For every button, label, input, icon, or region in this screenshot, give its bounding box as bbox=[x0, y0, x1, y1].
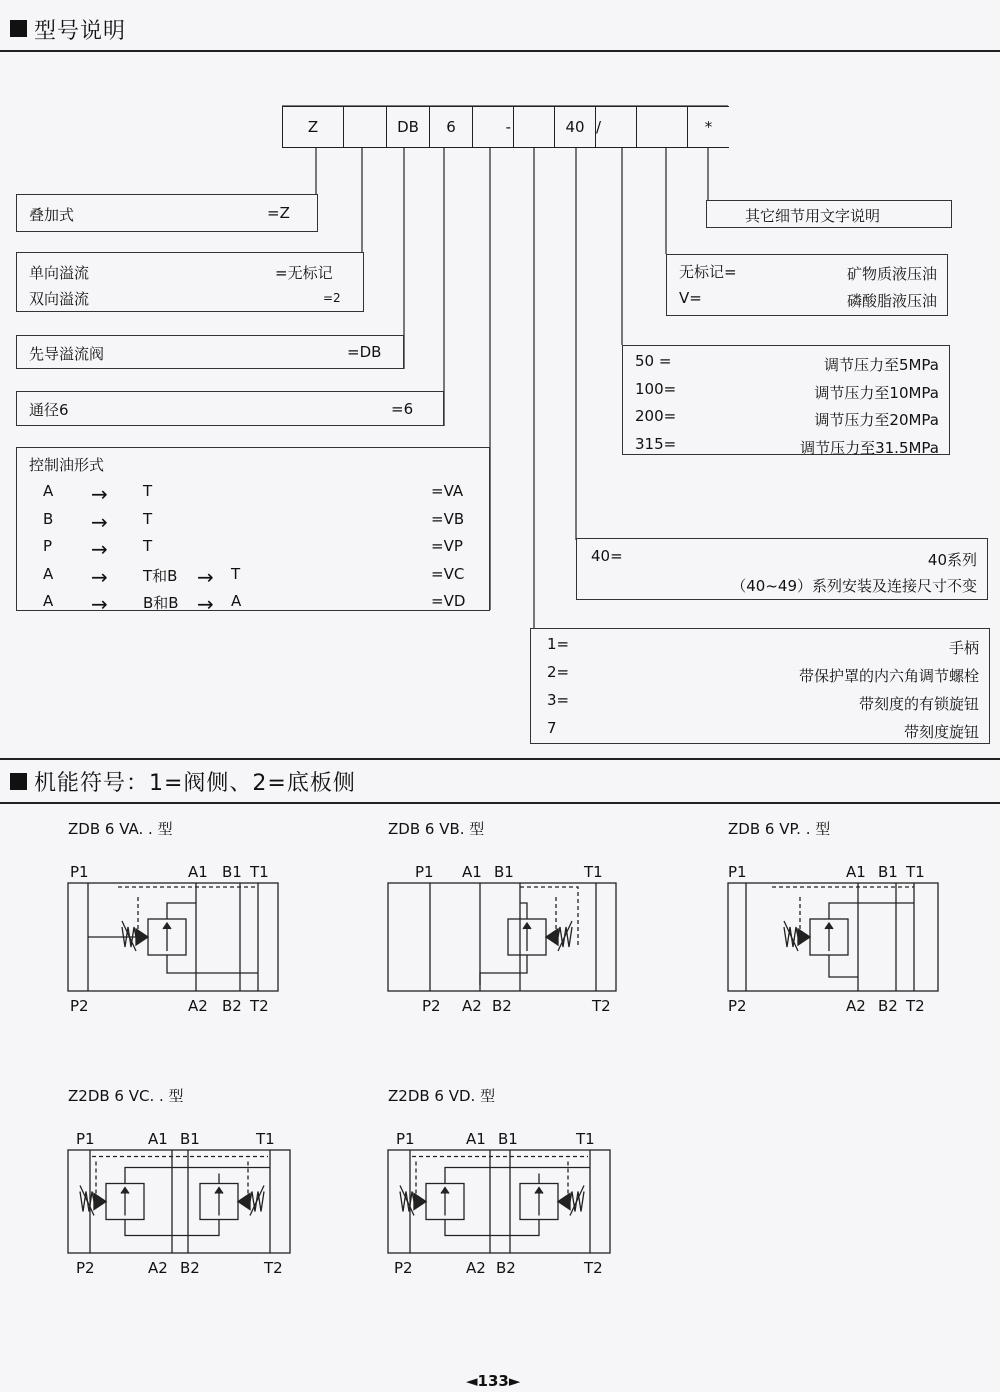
port-label-top: B1 bbox=[498, 1130, 518, 1148]
oil-code: =VA bbox=[431, 482, 464, 500]
port-label-bottom: T2 bbox=[250, 997, 269, 1015]
code-cell-series bbox=[282, 106, 344, 148]
adjust-key: 1= bbox=[547, 635, 570, 653]
adjust-key: 3= bbox=[547, 691, 570, 709]
code-dash: - bbox=[505, 118, 511, 136]
code-cell-type bbox=[386, 106, 430, 148]
port-label-top: T1 bbox=[250, 863, 269, 881]
port-label-bottom: A2 bbox=[188, 997, 208, 1015]
adjust-key: 7 bbox=[547, 719, 557, 737]
code-cell-blank-1 bbox=[343, 106, 387, 148]
arrow-icon: → bbox=[91, 564, 108, 589]
option-box-fluid bbox=[666, 254, 948, 316]
port-label-top: B1 bbox=[222, 863, 242, 881]
option-box-other-details bbox=[706, 200, 952, 228]
port-label-bottom: A2 bbox=[846, 997, 866, 1015]
pressure-key: 315= bbox=[635, 434, 677, 453]
oil-to: T bbox=[143, 482, 153, 500]
port-label-bottom: A2 bbox=[462, 997, 482, 1015]
option-label-single: 单向溢流 bbox=[29, 264, 90, 282]
oil-code: =VP bbox=[431, 537, 463, 555]
port-label-top: T1 bbox=[906, 863, 925, 881]
adjust-value: 手柄 bbox=[948, 639, 979, 657]
diagram-title: ZDB 6 VP. . 型 bbox=[728, 820, 831, 838]
adjust-value: 带刻度的有锁旋钮 bbox=[858, 695, 979, 713]
code-cell-series-no bbox=[554, 106, 596, 148]
option-box-control-oil bbox=[16, 447, 490, 616]
option-box-stacking bbox=[16, 194, 318, 232]
pressure-key: 200= bbox=[635, 407, 677, 425]
diagram-title: ZDB 6 VB. 型 bbox=[388, 820, 485, 838]
option-box-adjustment bbox=[530, 628, 990, 744]
port-label-top: B1 bbox=[878, 863, 898, 881]
port-label-bottom: A2 bbox=[148, 1259, 168, 1277]
port-label-bottom: A2 bbox=[466, 1259, 486, 1277]
fluid-value-1: 矿物质液压油 bbox=[846, 265, 937, 283]
code-asterisk: * bbox=[704, 118, 713, 136]
oil-from: A bbox=[43, 482, 54, 500]
arrow-icon: → bbox=[91, 592, 108, 616]
option-box-relief-direction bbox=[16, 252, 364, 312]
oil-to2: A bbox=[231, 592, 242, 610]
oil-to: T和B bbox=[143, 566, 178, 585]
option-value: =Z bbox=[267, 204, 290, 222]
option-box-series bbox=[576, 538, 988, 600]
port-label-top: A1 bbox=[466, 1130, 486, 1148]
port-label-top: P1 bbox=[415, 863, 434, 881]
option-value-double: =2 bbox=[323, 291, 341, 305]
port-label-top: A1 bbox=[462, 863, 482, 881]
section-title: 型号说明 bbox=[34, 19, 127, 44]
arrow-icon: → bbox=[91, 509, 108, 534]
port-label-bottom: T2 bbox=[584, 1259, 603, 1277]
diagram-title: Z2DB 6 VC. . 型 bbox=[68, 1087, 184, 1105]
port-label-bottom: B2 bbox=[492, 997, 512, 1015]
port-label-top: A1 bbox=[188, 863, 208, 881]
oil-from: P bbox=[43, 537, 53, 555]
fluid-value-2: 磷酸脂液压油 bbox=[846, 292, 937, 310]
port-label-top: P1 bbox=[70, 863, 89, 881]
series-value-1: 40系列 bbox=[927, 551, 977, 569]
port-label-bottom: B2 bbox=[222, 997, 242, 1015]
code-cell-blank-2 bbox=[513, 106, 555, 148]
pressure-key: 100= bbox=[635, 379, 677, 398]
oil-from: A bbox=[43, 592, 54, 610]
port-label-top: T1 bbox=[576, 1130, 595, 1148]
code-cell-blank-4 bbox=[687, 106, 729, 148]
oil-to: B和B bbox=[143, 594, 179, 612]
port-label-bottom: B2 bbox=[496, 1259, 516, 1277]
option-value: =6 bbox=[391, 400, 414, 418]
option-label-double: 双向溢流 bbox=[29, 290, 90, 308]
oil-to2: T bbox=[231, 564, 241, 583]
port-label-bottom: T2 bbox=[906, 997, 925, 1015]
port-label-top: P1 bbox=[396, 1130, 415, 1148]
port-label-top: T1 bbox=[584, 863, 603, 881]
port-label-top: A1 bbox=[148, 1130, 168, 1148]
fluid-key-1: 无标记= bbox=[679, 263, 737, 281]
option-box-pressure bbox=[622, 345, 950, 455]
pressure-value: 调节压力至20MPa bbox=[814, 411, 939, 429]
section-title: 机能符号：1=阀侧、2=底板侧 bbox=[34, 771, 356, 796]
option-label: 先导溢流阀 bbox=[29, 345, 105, 363]
option-value-single: =无标记 bbox=[275, 264, 333, 282]
pressure-value: 调节压力至5MPa bbox=[823, 356, 939, 374]
option-box-nominal-size bbox=[16, 391, 444, 426]
diagram-title: Z2DB 6 VD. 型 bbox=[388, 1087, 496, 1105]
port-label-bottom: P2 bbox=[728, 997, 747, 1015]
port-label-bottom: P2 bbox=[70, 997, 89, 1015]
option-label: 通径6 bbox=[29, 401, 69, 419]
other-details-text: 其它细节用文字说明 bbox=[745, 207, 881, 225]
port-label-top: P1 bbox=[728, 863, 747, 881]
arrow-icon: → bbox=[197, 564, 214, 589]
option-value: =DB bbox=[347, 343, 382, 361]
arrow-icon: → bbox=[197, 592, 214, 616]
oil-code: =VD bbox=[431, 592, 466, 610]
port-label-bottom: P2 bbox=[422, 997, 441, 1015]
arrow-icon: → bbox=[91, 537, 108, 561]
port-label-bottom: T2 bbox=[264, 1259, 283, 1277]
section-bullet-icon bbox=[10, 773, 27, 790]
arrow-icon: → bbox=[91, 482, 108, 506]
option-box-pilot-relief bbox=[16, 335, 404, 369]
port-label-top: B1 bbox=[180, 1130, 200, 1148]
option-label: 叠加式 bbox=[29, 206, 75, 224]
port-label-top: A1 bbox=[846, 863, 866, 881]
port-label-bottom: B2 bbox=[878, 997, 898, 1015]
oil-code: =VC bbox=[431, 564, 465, 583]
port-label-bottom: T2 bbox=[592, 997, 611, 1015]
oil-from: A bbox=[43, 564, 54, 583]
series-key: 40= bbox=[591, 547, 623, 565]
port-label-bottom: P2 bbox=[76, 1259, 95, 1277]
port-label-top: B1 bbox=[494, 863, 514, 881]
section-header-symbols bbox=[0, 758, 1000, 804]
code-db: DB bbox=[397, 118, 419, 136]
pressure-key: 50 = bbox=[635, 352, 672, 370]
pressure-value: 调节压力至10MPa bbox=[814, 383, 939, 402]
control-oil-title: 控制油形式 bbox=[29, 456, 105, 474]
code-cell-size bbox=[429, 106, 473, 148]
code-cell-blank-3 bbox=[636, 106, 688, 148]
code-6: 6 bbox=[446, 118, 456, 136]
fluid-key-2: V= bbox=[679, 289, 702, 307]
port-label-top: T1 bbox=[256, 1130, 275, 1148]
port-label-top: P1 bbox=[76, 1130, 95, 1148]
diagram-title: ZDB 6 VA. . 型 bbox=[68, 820, 173, 838]
pressure-value: 调节压力至31.5MPa bbox=[800, 438, 939, 457]
adjust-value: 带保护罩的内六角调节螺栓 bbox=[798, 667, 979, 685]
adjust-value: 带刻度旋钮 bbox=[903, 723, 979, 741]
code-z: Z bbox=[307, 118, 319, 136]
adjust-key: 2= bbox=[547, 663, 570, 681]
page-number: ◄133► bbox=[466, 1372, 521, 1390]
code-40: 40 bbox=[565, 118, 585, 136]
port-label-bottom: P2 bbox=[394, 1259, 413, 1277]
code-cell-slash bbox=[595, 106, 637, 148]
oil-to: T bbox=[143, 509, 153, 528]
code-slash: / bbox=[596, 118, 602, 136]
oil-to: T bbox=[143, 537, 153, 555]
code-cell-dash bbox=[472, 106, 514, 148]
series-value-2: （40~49）系列安装及连接尺寸不变 bbox=[731, 577, 977, 595]
oil-code: =VB bbox=[431, 509, 465, 528]
oil-from: B bbox=[43, 509, 54, 528]
port-label-bottom: B2 bbox=[180, 1259, 200, 1277]
